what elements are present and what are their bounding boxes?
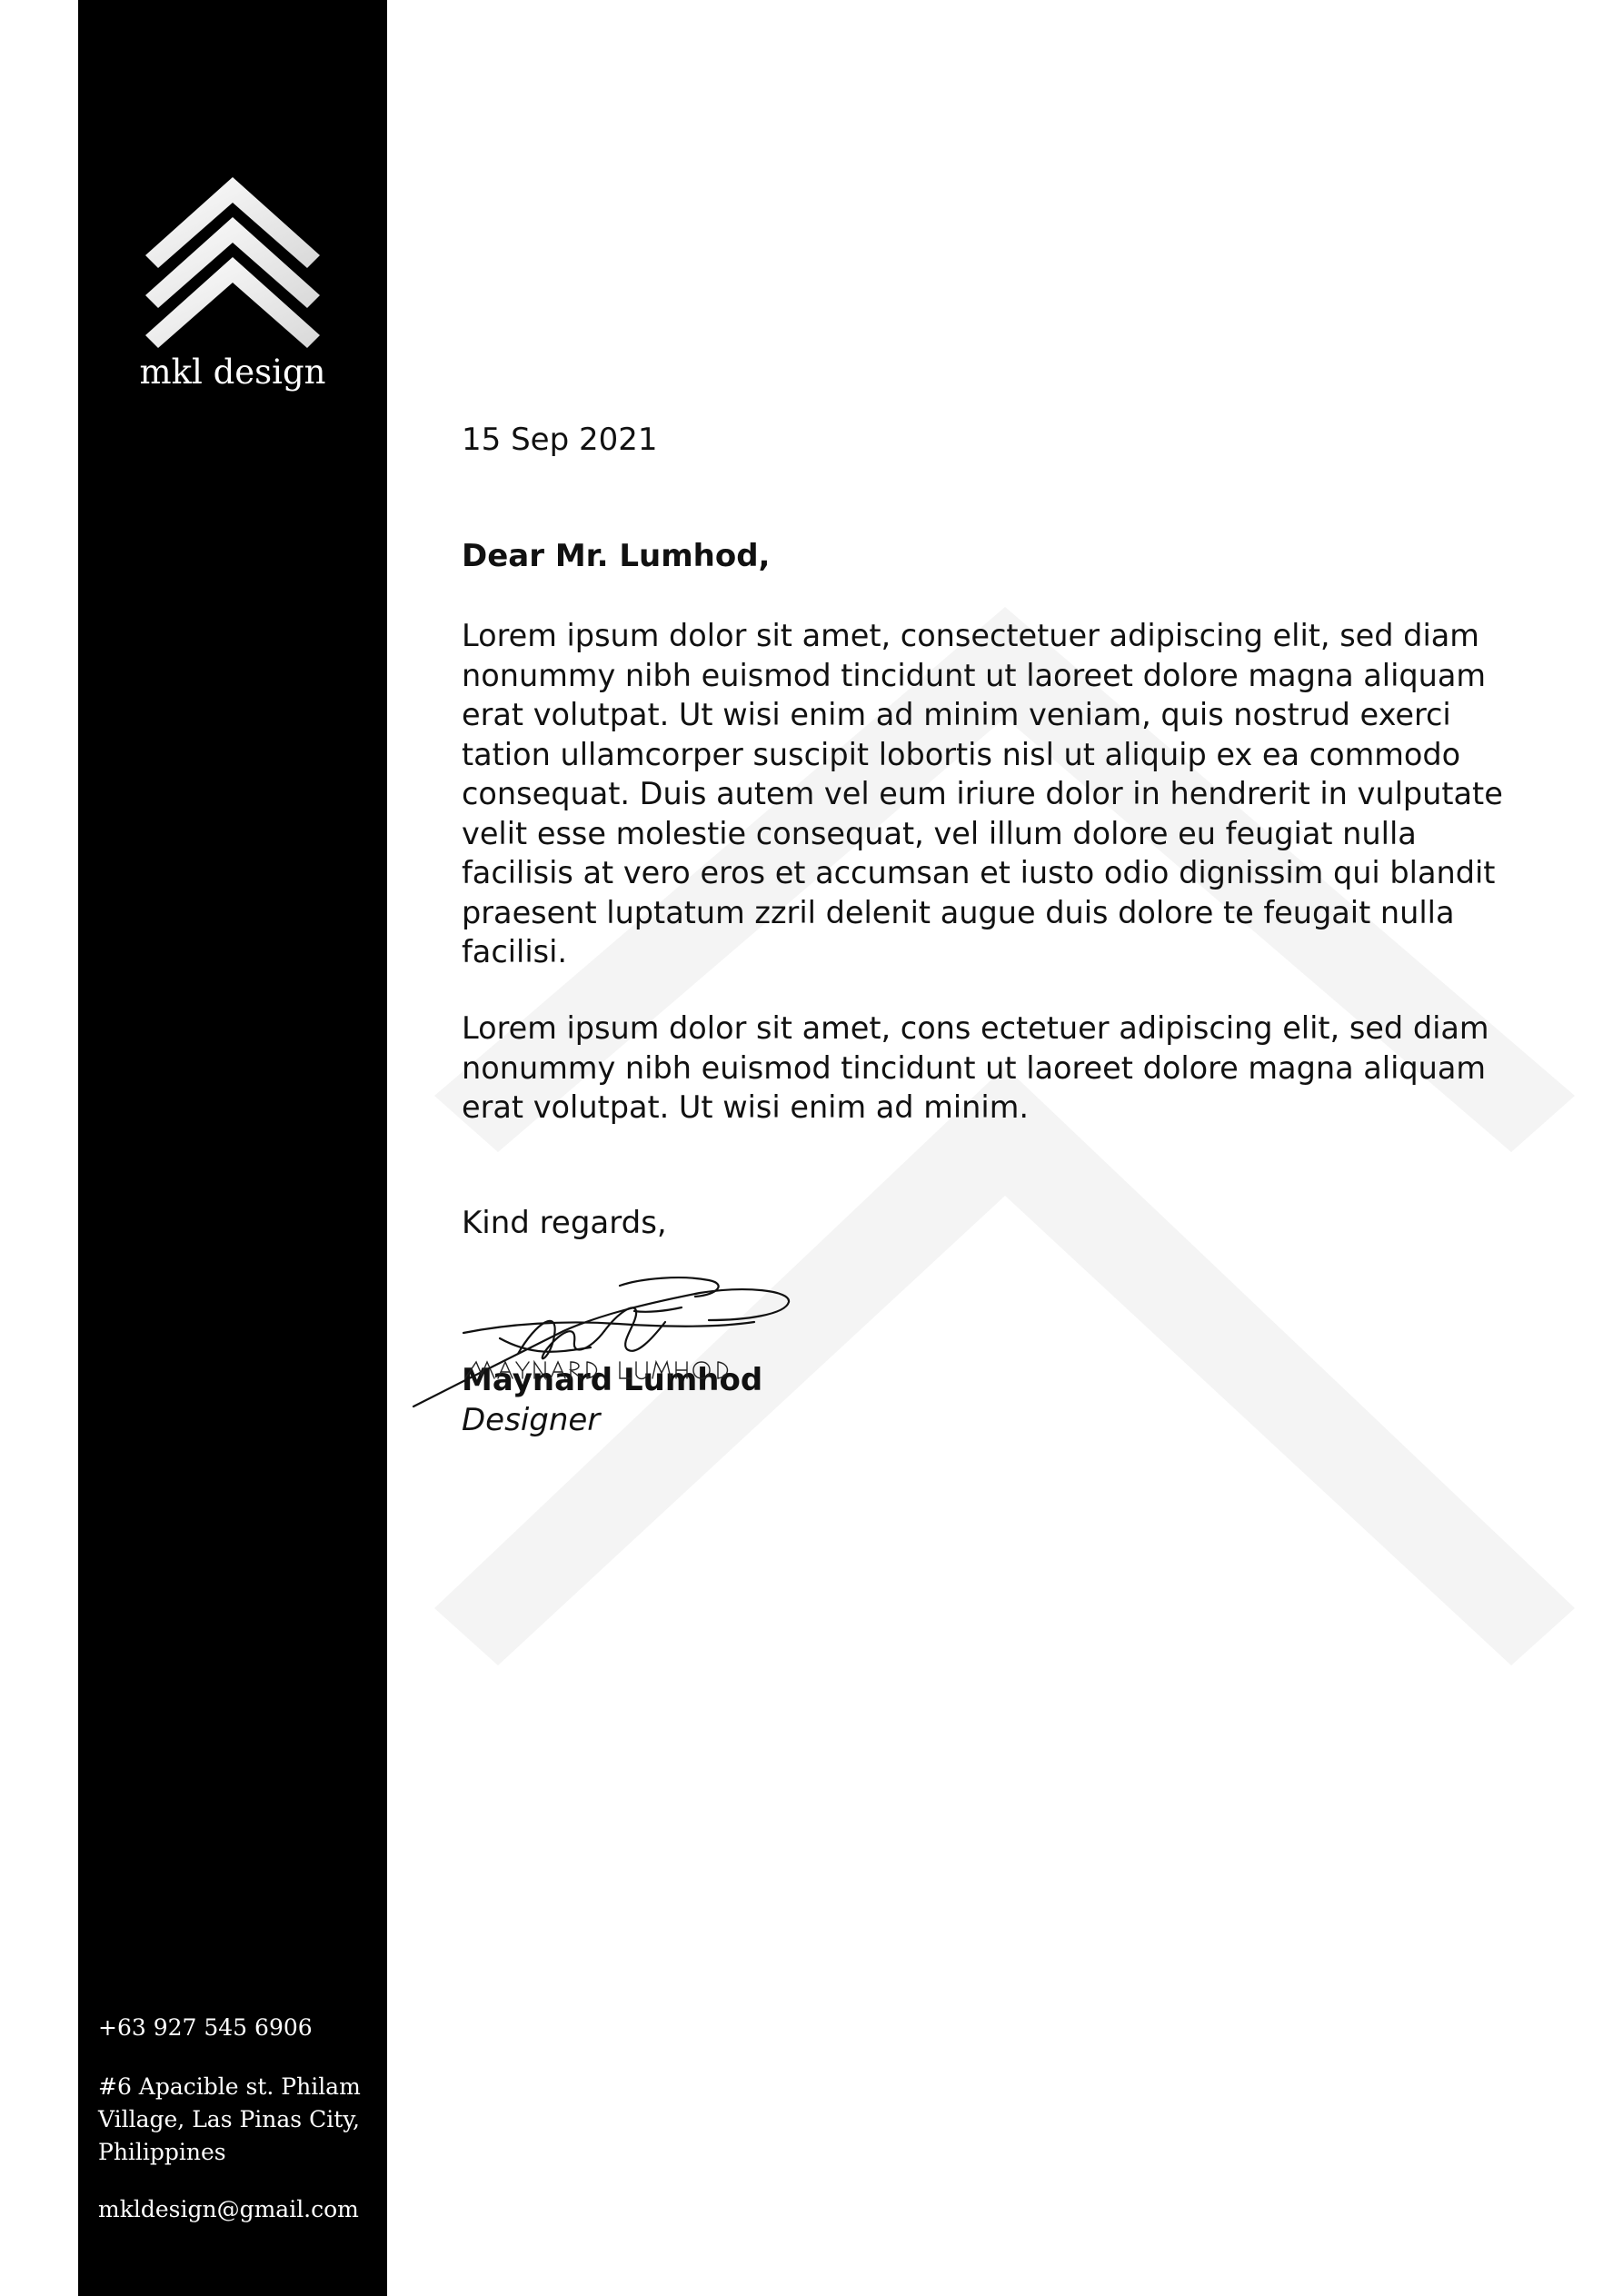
handwritten-signature	[409, 1267, 845, 1413]
signer-role: Designer	[462, 1402, 601, 1438]
signer-name: Maynard Lumhod	[462, 1362, 763, 1398]
contact-email: mkldesign@gmail.com	[98, 2196, 359, 2222]
letter-salutation: Dear Mr. Lumhod,	[462, 538, 771, 574]
letter-closing: Kind regards,	[462, 1205, 667, 1241]
contact-phone: +63 927 545 6906	[98, 2014, 313, 2041]
chevron-stack-logo-icon	[142, 177, 324, 350]
contact-address: #6 Apacible st. Philam Village, Las Pinas City, Philippines	[98, 2073, 361, 2165]
letter-paragraph: Lorem ipsum dolor sit amet, consectetuer adipiscing elit, sed diam nonummy nibh euismod tincidunt ut laoreet dolore magna aliquam erat volutpat. Ut wisi enim ad minim veniam, quis nostrud exerci tation ullamcorper suscipit lobortis nisl ut aliquip ex ea commodo consequat. Duis autem vel eum iriure dolor in hendrerit in vulputate velit esse molestie consequat, vel illum dolore eu feugiat nulla facilisis at vero eros et accumsan et iusto odio dignissim qui blandit praesent luptatum zzril delenit augue duis dolore te feugait nulla facilisi.	[462, 618, 1503, 969]
letter-paragraph: Lorem ipsum dolor sit amet, cons ectetuer adipiscing elit, sed diam nonummy nibh euismod tincidunt ut laoreet dolore magna aliquam erat volutpat. Ut wisi enim ad minim.	[462, 1010, 1489, 1125]
sidebar	[78, 0, 387, 2296]
letter-date: 15 Sep 2021	[462, 422, 658, 458]
company-name: mkl design	[139, 353, 326, 392]
